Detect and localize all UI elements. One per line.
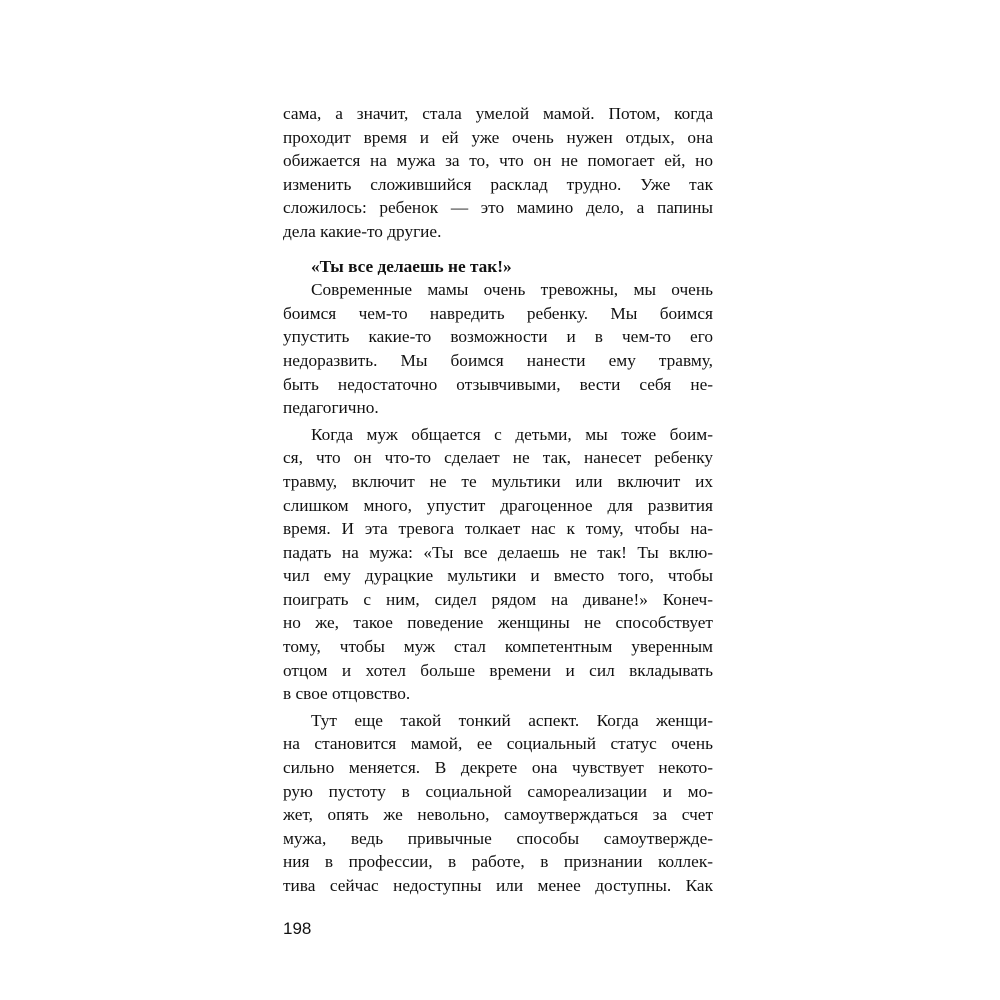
text-line: дела какие-то другие. [283, 221, 442, 241]
paragraph-1 [283, 102, 713, 244]
text-line: быть недостаточно отзывчивыми, вести себя не- [283, 374, 713, 394]
text-line: но же, такое поведение женщины не способствует [283, 613, 713, 633]
text-line: слишком много, упустит драгоценное для развития [283, 495, 713, 515]
text-line: чил ему дурацкие мультики и вместо того, чтобы [283, 566, 713, 586]
text-line: Тут еще такой тонкий аспект. Когда женщи- [311, 710, 713, 730]
text-line: в свое отцовство. [283, 684, 411, 704]
text-line: отцом и хотел больше времени и сил вкладывать [283, 660, 713, 680]
page-number: 198 [283, 919, 312, 938]
text-line: ся, что он что-то сделает не так, нанесет ребенку [283, 448, 713, 468]
text-line: изменить сложившийся расклад трудно. Уже так [283, 174, 713, 194]
paragraph-4 [283, 709, 713, 898]
text-line: падать на мужа: «Ты все делаешь не так! Ты вклю- [283, 542, 713, 562]
text-line: время. И эта тревога толкает нас к тому, чтобы на- [283, 519, 713, 539]
text-line: сама, а значит, стала умелой мамой. Потом, когда [283, 104, 713, 123]
section-heading: «Ты все делаешь не так!» [311, 256, 512, 276]
text-line: обижается на мужа за то, что он не помогает ей, но [283, 151, 713, 171]
text-line: тива сейчас недоступны или менее доступны. Как [283, 876, 713, 895]
book-page-text [283, 102, 713, 898]
paragraph-2 [283, 278, 713, 420]
text-line: поиграть с ним, сидел рядом на диване!» Конеч- [283, 589, 713, 609]
paragraph-3 [283, 423, 713, 706]
text-line: упустить какие-то возможности и в чем-то его [283, 327, 713, 347]
text-line: Когда муж общается с детьми, мы тоже боим- [311, 424, 713, 444]
text-line: сильно меняется. В декрете она чувствует некото- [283, 758, 713, 778]
text-line: тому, чтобы муж стал компетентным уверенным [283, 637, 713, 657]
text-line: проходит время и ей уже очень нужен отдых, она [283, 127, 713, 147]
text-line: травму, включит не те мультики или включит их [283, 471, 713, 491]
text-line: на становится мамой, ее социальный статус очень [283, 734, 713, 754]
text-line: сложилось: ребенок — это мамино дело, а папины [283, 198, 713, 218]
text-line: рую пустоту в социальной самореализации и мо- [283, 781, 713, 801]
text-line: жет, опять же невольно, самоутверждаться за счет [283, 805, 713, 825]
text-line: педагогично. [283, 398, 379, 418]
text-line: мужа, ведь привычные способы самоутвержде- [283, 828, 713, 848]
text-line: боимся чем-то навредить ребенку. Мы боимся [283, 303, 713, 323]
text-line: недоразвить. Мы боимся нанести ему травму, [283, 350, 713, 370]
text-line: ния в профессии, в работе, в признании коллек- [283, 852, 713, 872]
text-line: Современные мамы очень тревожны, мы очень [311, 280, 713, 300]
